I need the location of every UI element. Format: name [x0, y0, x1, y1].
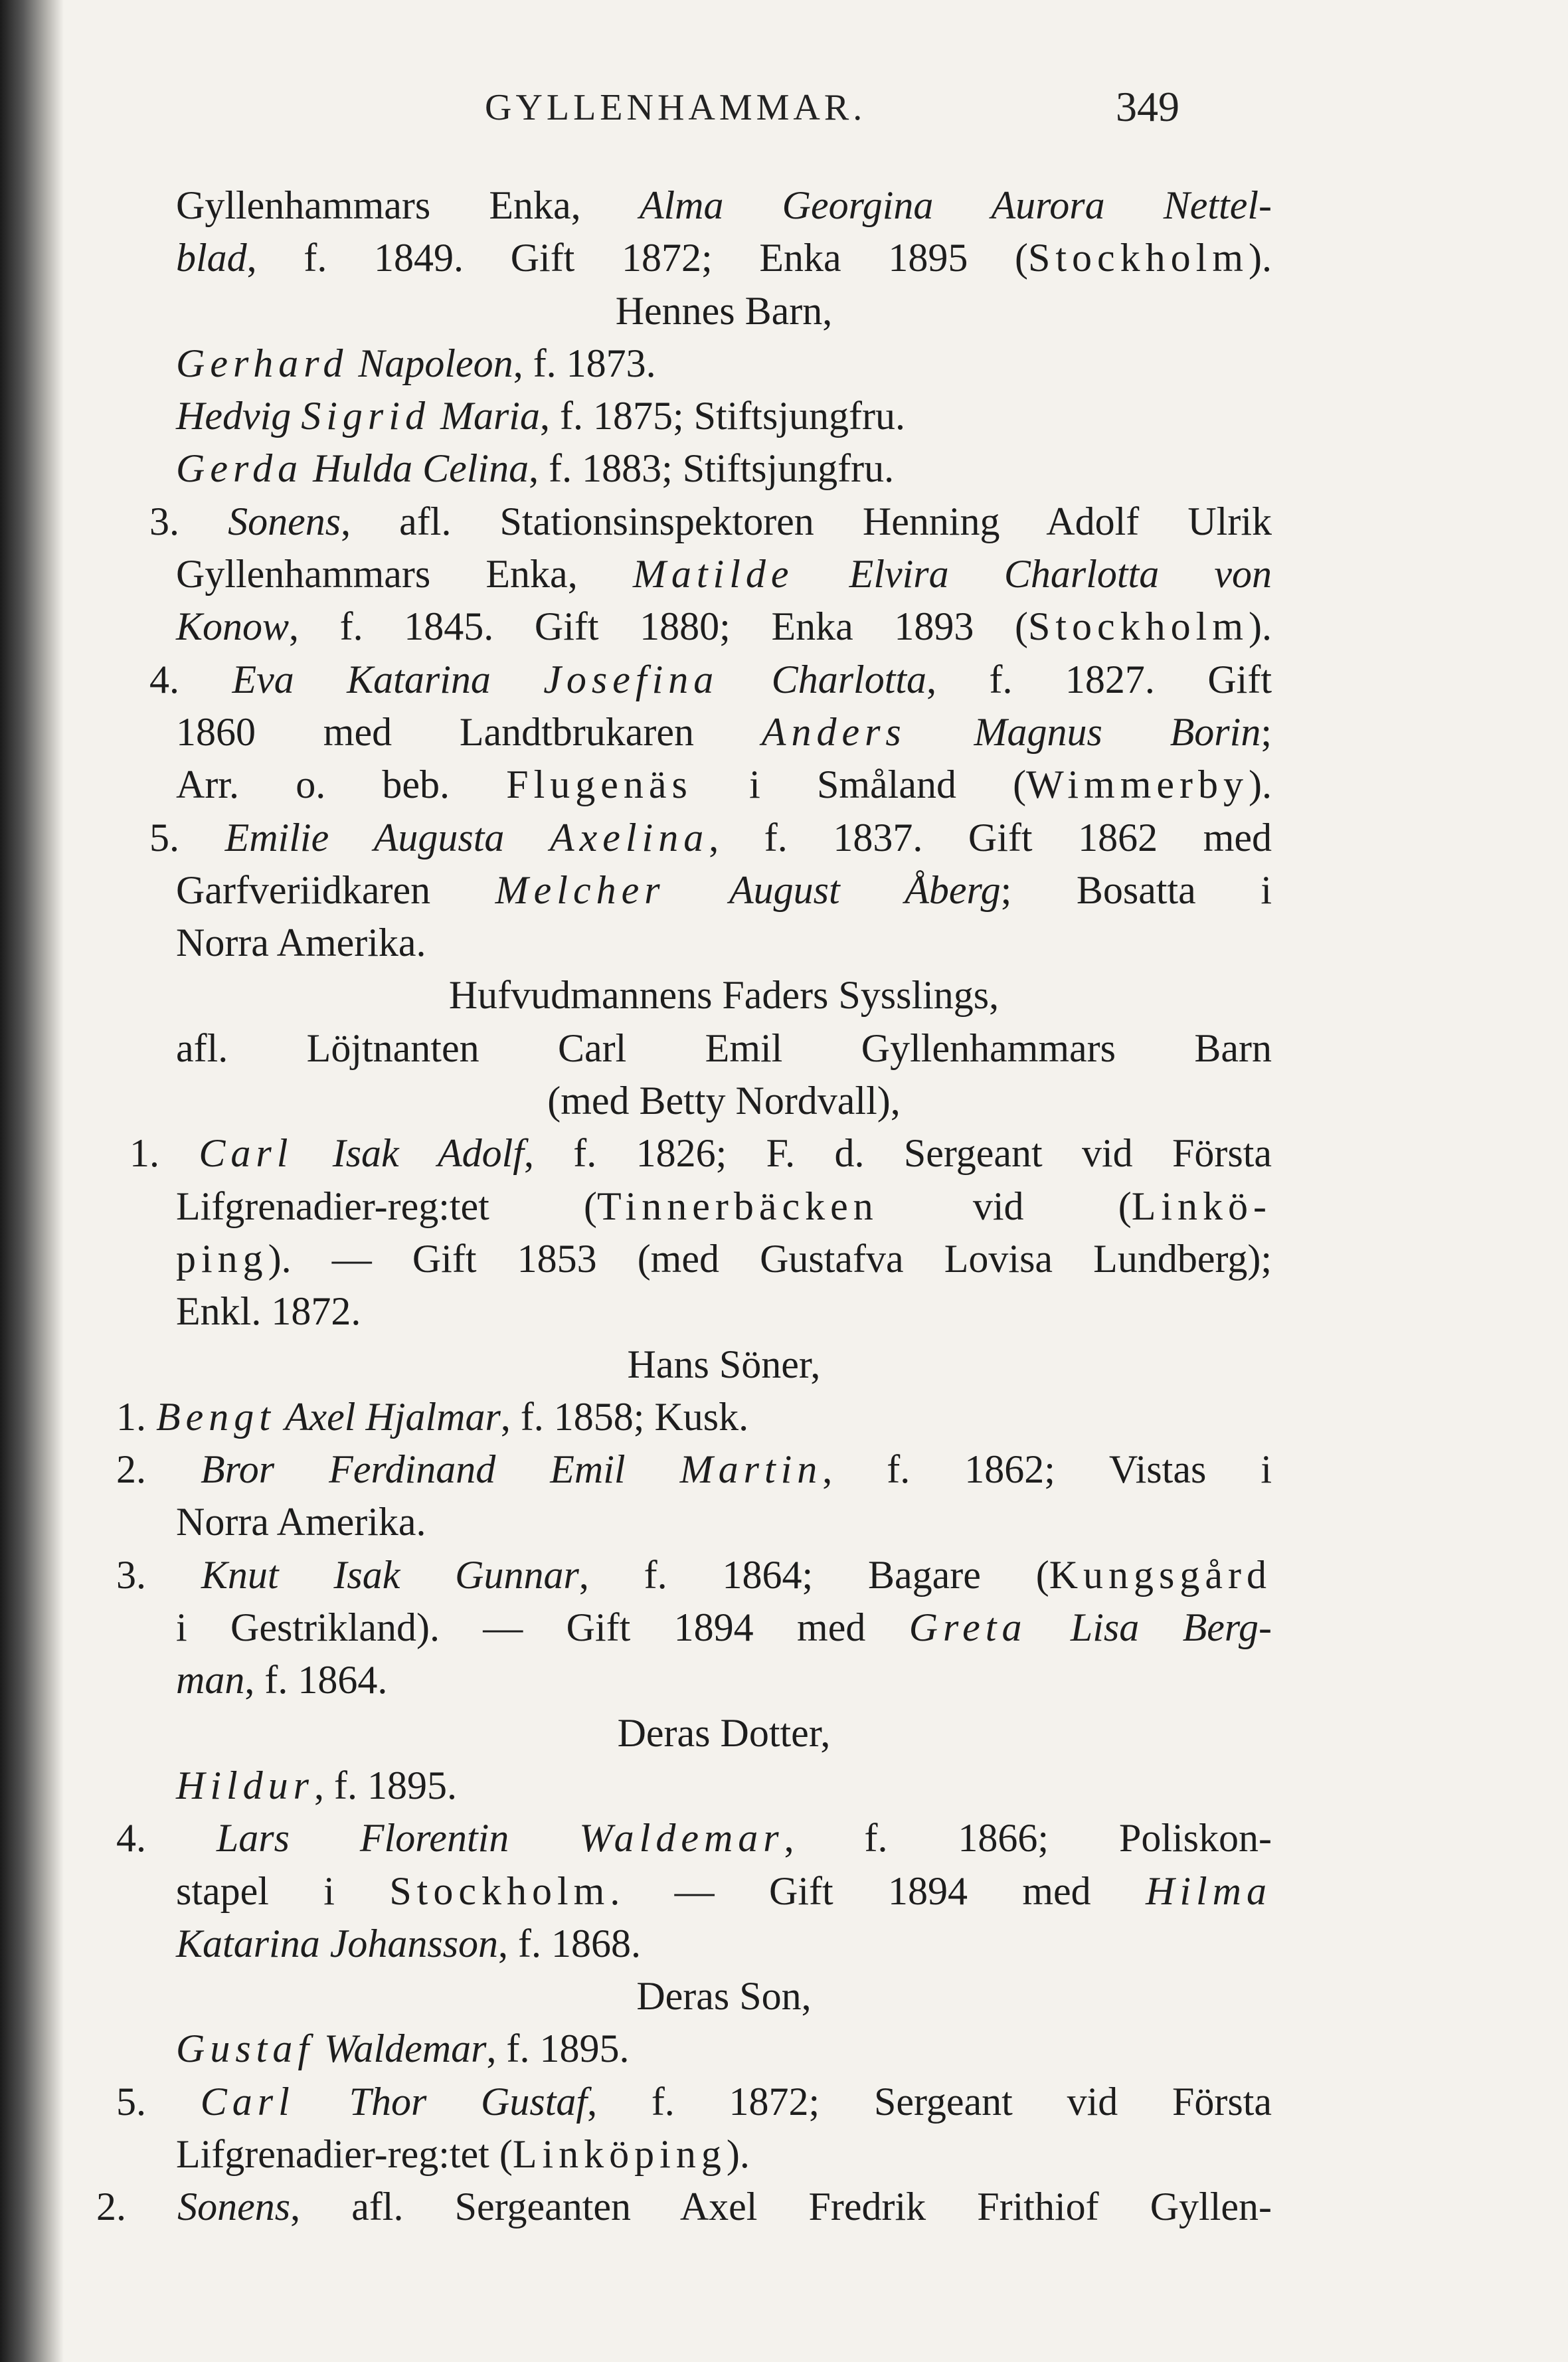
text-line: 4. Lars Florentin Waldemar, f. 1866; Poliskon- — [116, 1816, 1272, 1861]
text-line: Garfveriidkaren Melcher August Åberg; Bosatta i — [176, 867, 1272, 912]
text-line: 2. Sonens, afl. Sergeanten Axel Fredrik Frithiof Gyllen- — [96, 2185, 1272, 2229]
text-line: Norra Amerika. — [176, 1500, 426, 1544]
text-line: 1. Bengt Axel Hjalmar, f. 1858; Kusk. — [116, 1394, 749, 1439]
text-line: Konow, f. 1845. Gift 1880; Enka 1893 (Stockholm). — [176, 604, 1272, 649]
running-head: GYLLENHAMMAR. — [485, 87, 867, 128]
text-line: Hufvudmannens Faders Sysslings, — [448, 973, 1000, 1018]
text-line: afl. Löjtnanten Carl Emil Gyllenhammars Barn — [176, 1026, 1272, 1070]
text-line: Hans Söner, — [627, 1342, 821, 1386]
text-line: Deras Son, — [636, 1974, 812, 2019]
text-line: Lifgrenadier-reg:tet (Tinnerbäcken vid (Linkö- — [176, 1184, 1272, 1228]
text-line: stapel i Stockholm. — Gift 1894 med Hilma — [176, 1868, 1272, 1913]
text-line: 1860 med Landtbrukaren Anders Magnus Borin; — [176, 709, 1272, 754]
text-line: ping). — Gift 1853 (med Gustafva Lovisa Lundberg); — [176, 1236, 1272, 1281]
text-line: Gerda Hulda Celina, f. 1883; Stiftsjungfru. — [176, 446, 895, 491]
text-line: Gustaf Waldemar, f. 1895. — [176, 2027, 630, 2071]
text-line: 1. Carl Isak Adolf, f. 1826; F. d. Sergeant vid Första — [130, 1131, 1272, 1176]
text-line: blad, f. 1849. Gift 1872; Enka 1895 (Stockholm). — [176, 236, 1272, 280]
text-line: Katarina Johansson, f. 1868. — [176, 1921, 642, 1965]
text-line: 4. Eva Katarina Josefina Charlotta, f. 1827. Gift — [149, 657, 1272, 701]
text-line: Arr. o. beb. Flugenäs i Småland (Wimmerby). — [176, 763, 1272, 807]
text-line: Gerhard Napoleon, f. 1873. — [176, 341, 656, 385]
text-line: Deras Dotter, — [617, 1710, 831, 1755]
text-line: Hedvig Sigrid Maria, f. 1875; Stiftsjungfru. — [176, 394, 905, 438]
text-line: (med Betty Nordvall), — [547, 1079, 901, 1123]
text-line: i Gestrikland). — Gift 1894 med Greta Lisa Berg- — [176, 1605, 1272, 1650]
text-line: 5. Emilie Augusta Axelina, f. 1837. Gift 1862 med — [149, 815, 1272, 860]
text-line: Hennes Barn, — [615, 288, 833, 333]
text-line: Hildur, f. 1895. — [176, 1763, 458, 1807]
text-line: 3. Knut Isak Gunnar, f. 1864; Bagare (Kungsgård — [116, 1552, 1272, 1597]
text-line: Lifgrenadier-reg:tet (Linköping). — [176, 2132, 750, 2176]
book-gutter-shadow — [0, 0, 64, 2362]
text-line: Gyllenhammars Enka, Matilde Elvira Charlotta von — [176, 552, 1272, 596]
text-line: 3. Sonens, afl. Stationsinspektoren Henning Adolf Ulrik — [149, 499, 1272, 543]
text-line: Enkl. 1872. — [176, 1289, 361, 1334]
page-header — [0, 80, 1568, 139]
text-line: 5. Carl Thor Gustaf, f. 1872; Sergeant vid Första — [116, 2079, 1272, 2124]
text-line: man, f. 1864. — [176, 1658, 388, 1702]
text-line: Gyllenhammars Enka, Alma Georgina Aurora Nettel- — [176, 183, 1272, 227]
text-line: 2. Bror Ferdinand Emil Martin, f. 1862; Vistas i — [116, 1447, 1272, 1492]
genealogy-text — [96, 179, 1272, 2234]
page-number: 349 — [1116, 83, 1179, 130]
text-line: Norra Amerika. — [176, 921, 426, 965]
